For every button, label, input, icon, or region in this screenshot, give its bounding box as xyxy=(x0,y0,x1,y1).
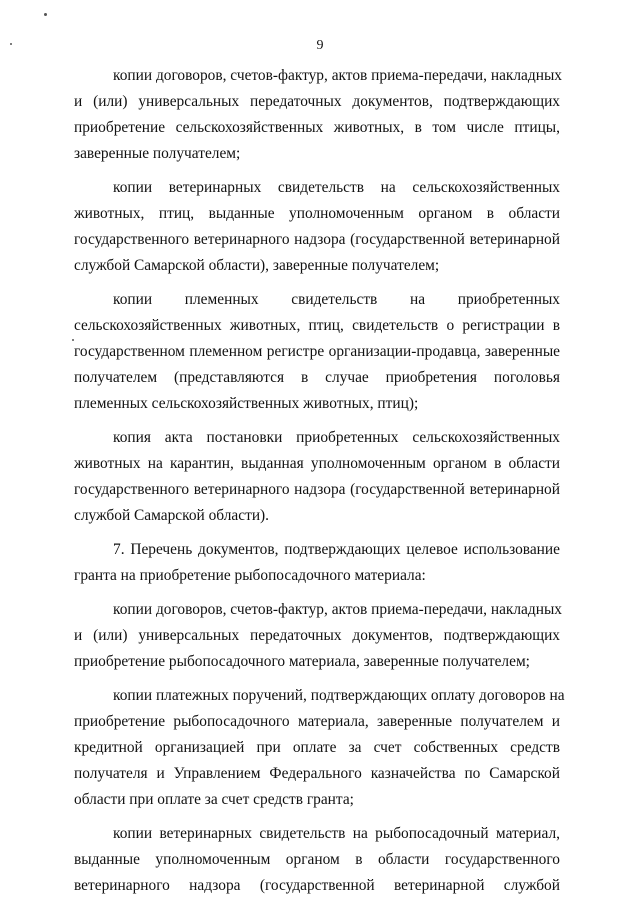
text-line: государственного ветеринарного надзора (государственной ветеринарной xyxy=(74,231,560,248)
text-line: копии договоров, счетов-фактур, актов приема-передачи, накладных xyxy=(113,67,562,84)
text-line: приобретение рыбопосадочного материала, заверенные получателем; xyxy=(74,653,530,670)
scan-artifact-dot xyxy=(44,13,47,16)
document-body xyxy=(74,63,565,907)
text-line: государственном племенном регистре организации-продавца, заверенные xyxy=(74,343,560,360)
text-line: выданные уполномоченным органом в области государственного xyxy=(74,851,560,868)
paragraph xyxy=(74,425,560,529)
text-line: заверенные получателем; xyxy=(74,145,241,162)
paragraph xyxy=(74,537,560,589)
text-line: и (или) универсальных передаточных документов, подтверждающих xyxy=(74,93,560,110)
text-line: и (или) универсальных передаточных документов, подтверждающих xyxy=(74,627,560,644)
text-line: государственного ветеринарного надзора (государственной ветеринарной xyxy=(74,481,560,498)
text-line: службой Самарской области). xyxy=(74,507,270,524)
text-line: копия акта постановки приобретенных сельскохозяйственных xyxy=(113,429,560,446)
text-line: приобретение сельскохозяйственных животных, в том числе птицы, xyxy=(74,119,560,136)
text-line: службой Самарской области), заверенные получателем; xyxy=(74,257,440,274)
text-line: ветеринарного надзора (государственной ветеринарной службой xyxy=(74,877,560,894)
text-line: получателя и Управлением Федерального казначейства по Самарской xyxy=(74,765,560,782)
text-line: копии договоров, счетов-фактур, актов приема-передачи, накладных xyxy=(113,601,562,618)
text-line: сельскохозяйственных животных, птиц, свидетельств о регистрации в xyxy=(74,317,560,334)
paragraph xyxy=(74,63,560,167)
text-line: приобретение рыбопосадочного материала, заверенные получателем и xyxy=(74,713,560,730)
text-line: животных, птиц, выданные уполномоченным органом в области xyxy=(74,205,560,222)
paragraph xyxy=(74,683,565,813)
text-line: животных на карантин, выданная уполномоченным органом в области xyxy=(74,455,560,472)
page-number: 9 xyxy=(316,38,324,53)
text-line: кредитной организацией при оплате за счет собственных средств xyxy=(74,739,560,756)
text-line: 7. Перечень документов, подтверждающих целевое использование xyxy=(113,541,560,558)
text-line: области при оплате за счет средств гранта; xyxy=(74,791,354,808)
paragraph xyxy=(74,597,560,675)
text-line: племенных сельскохозяйственных животных, птиц); xyxy=(74,395,419,412)
text-line: получателем (представляются в случае приобретения поголовья xyxy=(74,369,560,386)
paragraph xyxy=(74,175,560,279)
text-line: копии племенных свидетельств на приобретенных xyxy=(113,291,560,308)
paragraph xyxy=(74,287,560,417)
text-line: гранта на приобретение рыбопосадочного материала: xyxy=(74,567,426,584)
paragraph xyxy=(74,821,560,899)
text-line: копии платежных поручений, подтверждающих оплату договоров на xyxy=(113,687,565,704)
text-line: копии ветеринарных свидетельств на рыбопосадочный материал, xyxy=(113,825,560,842)
text-line: копии ветеринарных свидетельств на сельскохозяйственных xyxy=(113,179,560,196)
